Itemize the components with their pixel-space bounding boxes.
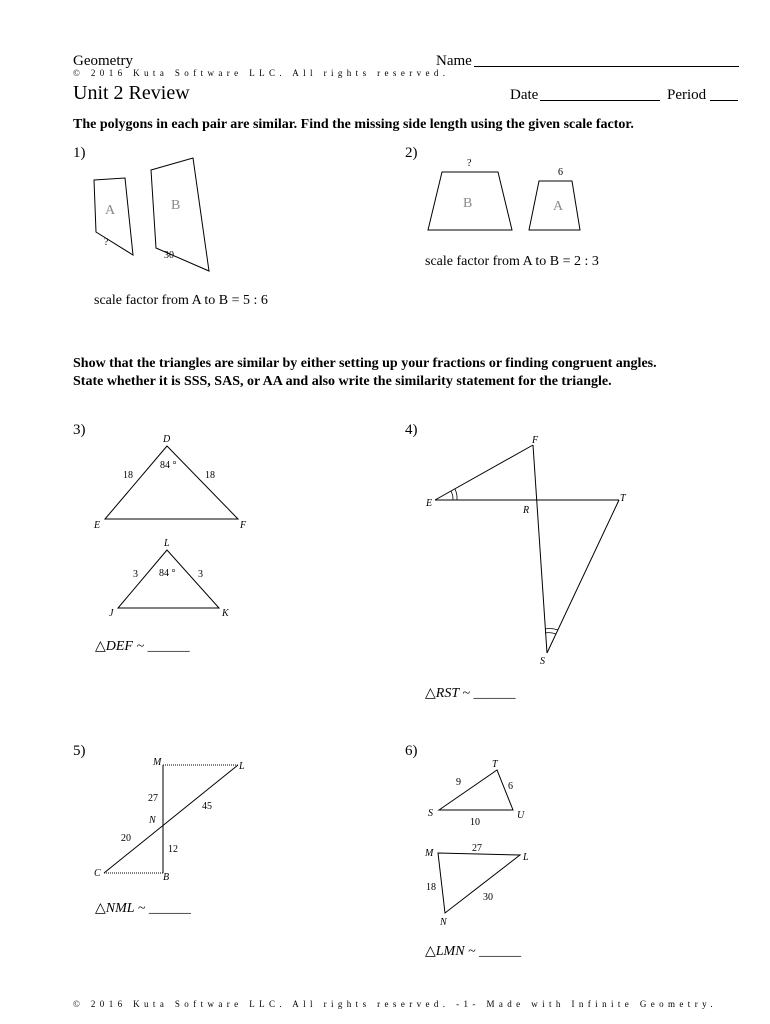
- angle-s-mark: [545, 633, 556, 634]
- statement-prefix: △DEF ~: [95, 639, 148, 654]
- subject-label: Geometry: [73, 53, 133, 69]
- problem-5-number: 5): [73, 743, 86, 759]
- side-st: 9: [456, 777, 461, 788]
- vertex-u: U: [517, 810, 525, 821]
- point-m: M: [153, 757, 162, 768]
- vertex-n: N: [440, 917, 447, 928]
- problem-4-number: 4): [405, 422, 418, 438]
- side-de: 18: [123, 470, 133, 481]
- answer-blank[interactable]: ______: [473, 686, 516, 701]
- vertex-d: D: [163, 434, 171, 445]
- point-r: R: [523, 505, 530, 516]
- problem-6-figure: [415, 752, 555, 932]
- unknown-side-label: ?: [104, 237, 109, 248]
- problem-4-statement: [425, 685, 515, 702]
- statement-prefix: △LMN ~: [425, 944, 480, 959]
- problem-3-figure: [90, 430, 270, 630]
- angle-l: 84 °: [159, 568, 176, 579]
- vertex-j: J: [109, 608, 114, 619]
- problem-2-number: 2): [405, 145, 418, 161]
- side-cn: 20: [121, 833, 131, 844]
- section2-instruction: Show that the triangles are similar by either setting up your fractions or finding congruent angles. State whether it is SSS, SAS, or AA and also write the similarity statement for the triangle.: [73, 356, 657, 389]
- name-field[interactable]: [474, 66, 739, 67]
- problem-3-statement: [95, 638, 190, 655]
- header-copyright: © 2016 Kuta Software LLC. All rights reserved.: [73, 68, 450, 78]
- point-t: T: [620, 493, 626, 504]
- triangle-mln: [438, 853, 520, 913]
- point-e: E: [426, 498, 433, 509]
- point-n: N: [149, 815, 156, 826]
- segment-ef: [435, 445, 533, 500]
- statement-prefix: △NML ~: [95, 901, 149, 916]
- point-f: F: [532, 435, 539, 446]
- date-label: Date: [510, 87, 539, 103]
- point-s: S: [540, 656, 545, 667]
- date-field[interactable]: [540, 100, 660, 101]
- side-nb: 12: [168, 844, 178, 855]
- vertex-s: S: [428, 808, 433, 819]
- side-df: 18: [205, 470, 215, 481]
- angle-s-mark-2: [545, 629, 558, 630]
- statement-prefix: △RST ~: [425, 686, 474, 701]
- problem-2-scale-factor: scale factor from A to B = 2 : 3: [425, 254, 599, 269]
- vertex-f: F: [240, 520, 247, 531]
- problem-3-number: 3): [73, 422, 86, 438]
- footer-copyright: © 2016 Kuta Software LLC. All rights reserved.: [73, 999, 450, 1009]
- side-jl: 3: [133, 569, 138, 580]
- problem-5-figure: [90, 752, 260, 887]
- point-c: C: [94, 868, 101, 879]
- answer-blank[interactable]: ______: [148, 901, 191, 916]
- segment-lc: [104, 765, 238, 873]
- problem-6-statement: [425, 943, 521, 960]
- polygon-a-label: A: [105, 203, 116, 218]
- answer-blank[interactable]: ______: [147, 639, 190, 654]
- vertex-m: M: [425, 848, 434, 859]
- polygon-b: [151, 158, 209, 271]
- problem-5-statement: [95, 900, 191, 917]
- period-field[interactable]: [710, 100, 738, 101]
- vertex-k: K: [222, 608, 229, 619]
- vertex-l: L: [523, 852, 529, 863]
- page-title: Unit 2 Review: [73, 82, 190, 104]
- section1-instruction: The polygons in each pair are similar. Find the missing side length using the given scale factor.: [73, 117, 634, 132]
- side-lk: 3: [198, 569, 203, 580]
- problem-1-number: 1): [73, 145, 86, 161]
- problem-6-number: 6): [405, 743, 418, 759]
- vertex-e: E: [94, 520, 101, 531]
- problem-4-figure: [415, 430, 635, 675]
- point-l: L: [239, 761, 245, 772]
- triangle-def: [105, 446, 238, 519]
- side-tu: 6: [508, 781, 513, 792]
- given-side-label: 6: [558, 167, 563, 178]
- vertex-l: L: [164, 538, 170, 549]
- problem-1-figure: [85, 150, 225, 280]
- angle-e-mark-2: [455, 489, 457, 500]
- footer: [73, 999, 717, 1009]
- unknown-side-label: ?: [467, 158, 472, 169]
- side-ml: 27: [472, 843, 482, 854]
- footer-made-with: Made with Infinite Geometry.: [486, 999, 718, 1009]
- name-label: Name: [436, 53, 472, 69]
- angle-e-mark: [451, 491, 453, 500]
- polygon-a-label: A: [553, 199, 564, 214]
- vertex-t: T: [492, 759, 498, 770]
- period-label: Period: [667, 87, 707, 103]
- side-nl: 45: [202, 801, 212, 812]
- polygon-b-label: B: [463, 196, 473, 211]
- problem-2-figure: [415, 150, 615, 240]
- given-side-label: 30: [164, 250, 174, 261]
- triangle-stu: [439, 770, 513, 810]
- side-su: 10: [470, 817, 480, 828]
- angle-d: 84 °: [160, 460, 177, 471]
- problem-1-scale-factor: scale factor from A to B = 5 : 6: [94, 293, 268, 308]
- side-nl: 30: [483, 892, 493, 903]
- polygon-b-label: B: [171, 198, 181, 213]
- page-number: -1-: [456, 999, 480, 1009]
- segment-fs: [533, 445, 547, 653]
- side-mn: 18: [426, 882, 436, 893]
- answer-blank[interactable]: ______: [479, 944, 522, 959]
- point-b: B: [163, 872, 170, 883]
- side-mn: 27: [148, 793, 158, 804]
